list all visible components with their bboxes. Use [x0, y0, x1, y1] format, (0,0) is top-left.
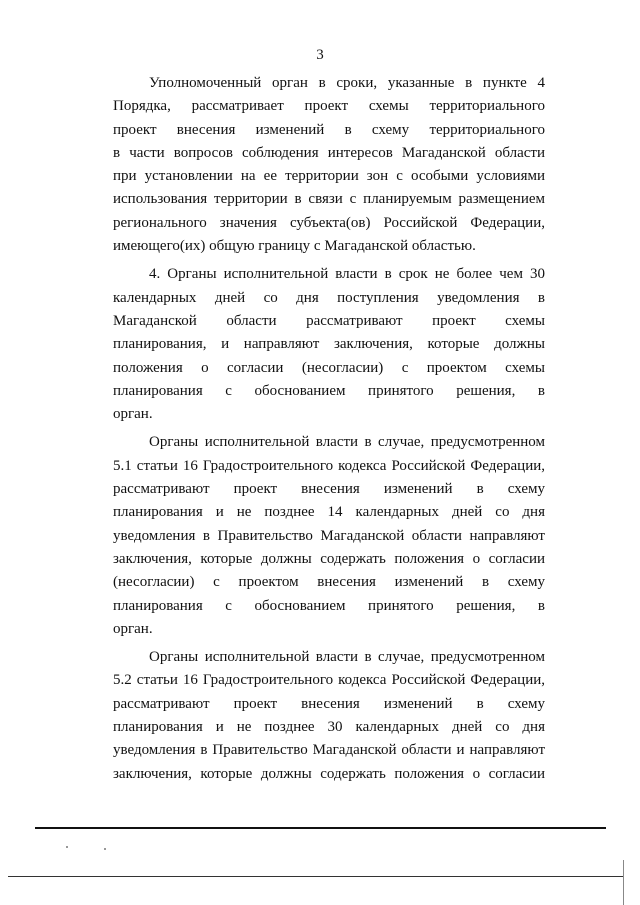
text-line: рассматривают проект внесения изменений в схему	[113, 695, 545, 712]
text-line: планирования и не позднее 14 календарных дней со дня	[113, 504, 545, 521]
text-line: Уполномоченный орган в сроки, указанные в пункте 4	[149, 75, 545, 91]
text-line: Органы исполнительной власти в случае, предусмотренном	[149, 649, 545, 666]
text-line: при установлении на ее территории зон с особыми условиями	[113, 168, 545, 185]
paragraph	[113, 646, 545, 786]
scan-speck	[66, 846, 68, 848]
text-line: уведомления в Правительство Магаданской области направляют	[113, 527, 545, 544]
scan-speck	[104, 848, 106, 850]
text-line: Магаданской области рассматривают проект схемы	[113, 312, 545, 329]
page-number: 3	[316, 47, 324, 63]
text-line: 5.1 статьи 16 Градостроительного кодекса Российской Федерации,	[113, 457, 545, 474]
text-line: планирования с обоснованием принятого решения, в	[113, 382, 545, 399]
text-line: 5.2 статьи 16 Градостроительного кодекса Российской Федерации,	[113, 672, 545, 689]
scan-edge-line	[35, 827, 606, 829]
text-line: в части вопросов соблюдения интересов Магаданской области	[113, 144, 545, 161]
text-line: регионального значения субъекта(ов) Российской Федерации,	[113, 214, 545, 231]
text-line: планирования и не позднее 30 календарных дней со дня	[113, 719, 545, 736]
text-line: имеющего(их) общую границу с Магаданской областью.	[113, 238, 476, 255]
text-line: календарных дней со дня поступления уведомления в	[113, 289, 545, 306]
text-line: рассматривают проект внесения изменений в схему	[113, 481, 545, 498]
paragraph	[113, 431, 545, 641]
text-line: заключения, которые должны содержать положения о согласии	[113, 550, 545, 567]
text-line: Органы исполнительной власти в случае, предусмотренном	[149, 434, 545, 451]
text-line: положения о согласии (несогласии) с проектом схемы	[113, 359, 545, 376]
text-line: орган.	[113, 406, 153, 423]
scan-edge-line	[8, 876, 624, 877]
text-line: орган.	[113, 620, 153, 637]
paragraph	[113, 263, 545, 426]
document-body	[113, 72, 545, 786]
text-line: уведомления в Правительство Магаданской области и направляют	[113, 742, 545, 759]
scan-edge-line	[623, 860, 624, 905]
text-line: Порядка, рассматривает проект схемы территориального	[113, 98, 545, 115]
paragraph	[113, 72, 545, 258]
text-line: проект внесения изменений в схему территориального	[113, 121, 545, 138]
text-line: планирования, и направляют заключения, которые должны	[113, 336, 545, 353]
text-line: (несогласии) с проектом внесения изменений в схему	[113, 574, 545, 591]
text-line: заключения, которые должны содержать положения о согласии	[113, 765, 545, 782]
text-line: 4. Органы исполнительной власти в срок не более чем 30	[149, 266, 545, 283]
text-line: планирования с обоснованием принятого решения, в	[113, 597, 545, 614]
text-line: использования территории в связи с планируемым размещением	[113, 191, 545, 208]
